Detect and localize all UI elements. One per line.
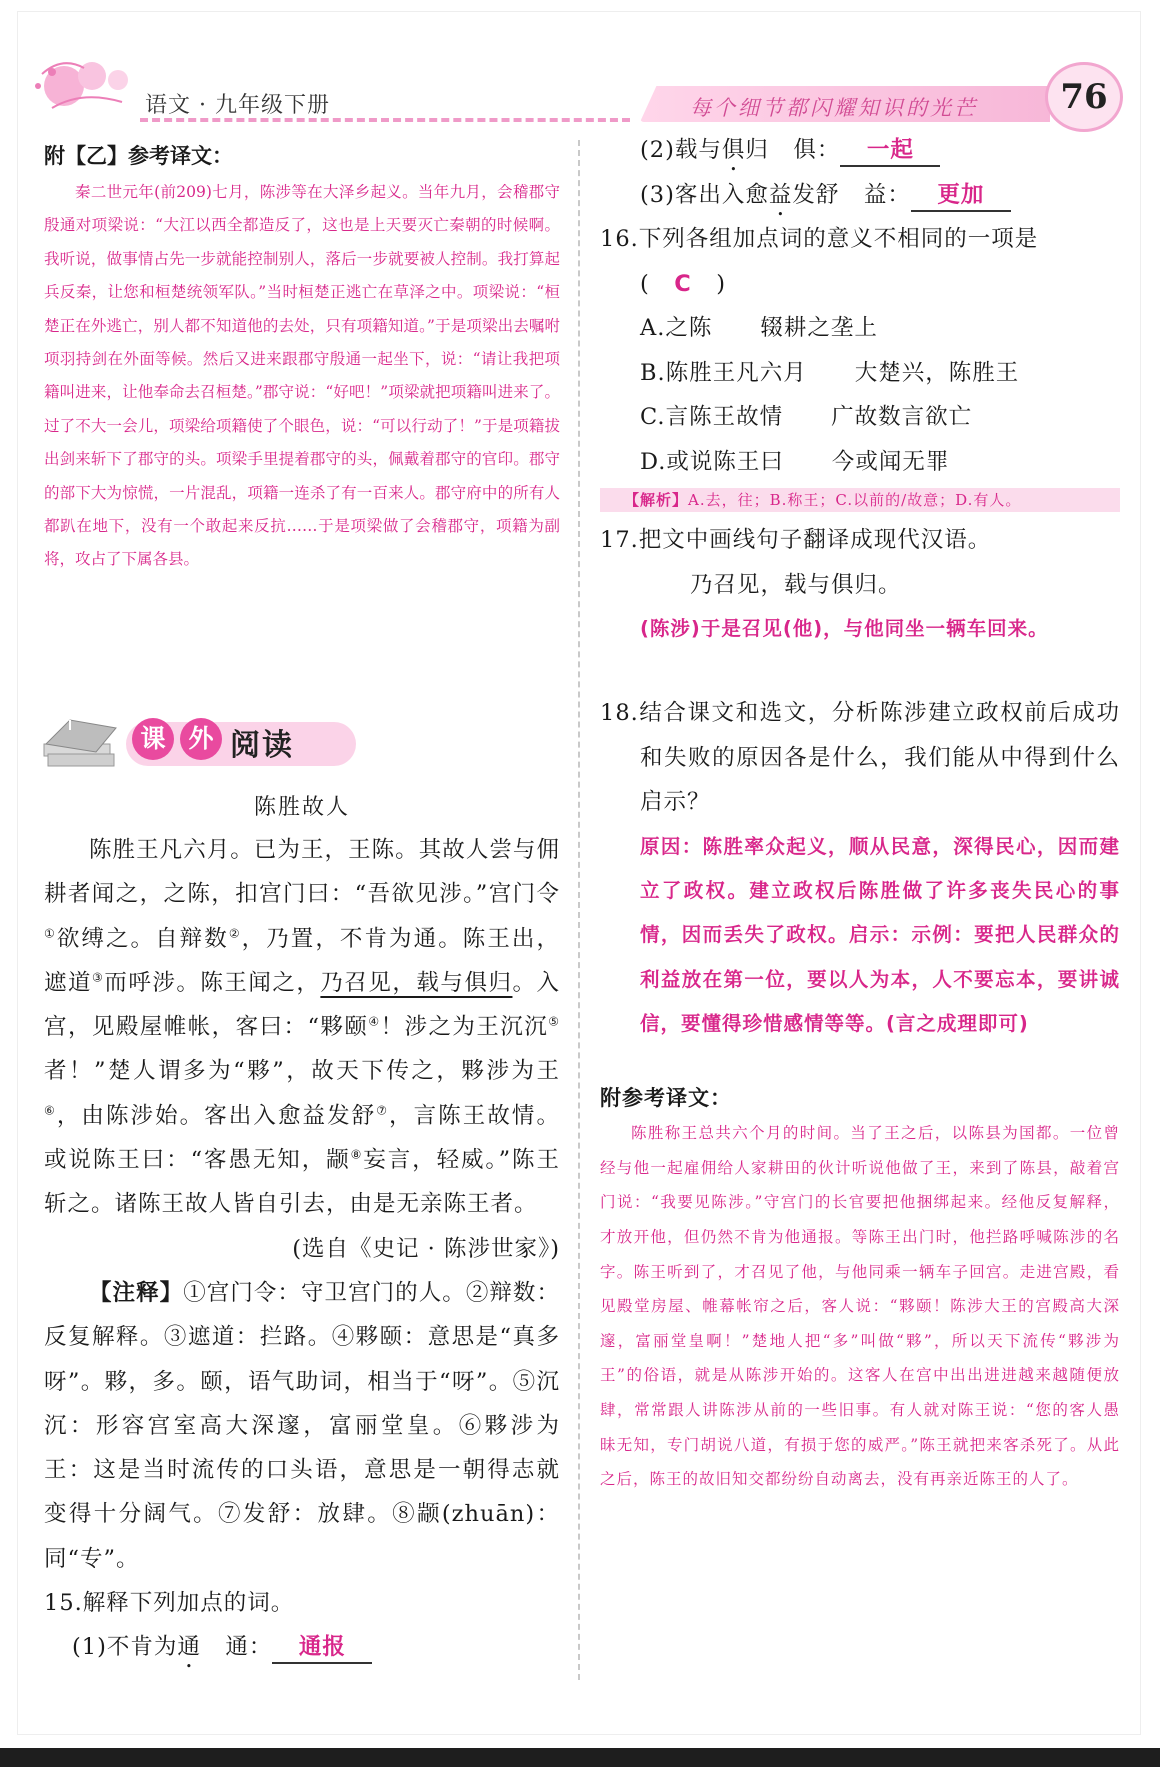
q16-bracket: ( C ) <box>640 270 727 297</box>
flower-ornament-icon <box>22 50 162 120</box>
translation-text: 秦二世元年(前209)七月，陈涉等在大泽乡起义。当年九月，会稽郡守殷通对项梁说：“大江以西全都造反了，这也是上天要灭亡秦朝的时候啊。我听说，做事情占先一步就能控制别人，落后一步就要被人控制。我打算起兵反秦，让您和桓楚统领军队。”当时桓楚正逃亡在草泽之中。项梁说：“桓楚正在外逃亡，别人都不知道他的去处，只有项籍知道。”于是项梁出去嘱咐项羽持剑在外面等候。然后又进来跟郡守殷通一起坐下，说：“请让我把项籍叫进来，让他奉命去召桓楚。”郡守说：“好吧！”项梁就把项籍叫进来了。过了不大一会儿，项梁给项籍使了个眼色，说：“可以行动了！”于是项籍拔出剑来斩下了郡守的头。项梁手里提着郡守的头，佩戴着郡守的官印。郡守的部下大为惊慌，一片混乱，项籍一连杀了有一百来人。郡守府中的所有人都趴在地下，没有一个敢起来反抗……于是项梁做了会稽郡守，项籍为副将，攻占了下属各县。 <box>44 183 560 569</box>
page-number: 76 <box>1045 62 1123 132</box>
banner-char-1: 课 <box>132 718 174 760</box>
q15-item-1: (1)不肯为通 通： 通报 <box>44 1625 560 1673</box>
notes <box>44 1271 560 1581</box>
option-b: B.陈胜王凡六月 大楚兴，陈胜王 <box>640 359 1020 386</box>
section-title: 阅读 <box>230 728 294 763</box>
story-body <box>44 828 560 1673</box>
underlined-sentence: 乃召见，载与俱归 <box>320 969 513 996</box>
question-17: 17.把文中画线句子翻译成现代汉语。 <box>600 527 992 553</box>
column-divider <box>578 140 580 1680</box>
translation-heading: 附【乙】参考译文： <box>44 143 233 168</box>
q15-item-3: (3)客出入愈益发舒 益： 更加 <box>600 173 1120 218</box>
bottom-bar <box>0 1748 1160 1767</box>
question-15: 15.解释下列加点的词。 <box>44 1590 295 1617</box>
question-18: 18.结合课文和选文，分析陈涉建立政权前后成功和失败的原因各是什么，我们能从中得到什么启示？ <box>600 700 1120 816</box>
q15-2-answer: 一起 <box>866 137 914 163</box>
ref-translation-text: 陈胜称王总共六个月的时间。当了王之后，以陈县为国都。一位曾经与他一起雇佣给人家耕田的伙计听说他做了王，来到了陈县，敲着宫门说：“我要见陈涉。”守宫门的长官要把他捆绑起来。经他反复解释，才放开他，但仍然不肯为他通报。等陈王出门时，他拦路呼喊陈涉的名字。陈王听到了，才召见了他，与他同乘一辆车子回宫。走进宫殿，看见殿堂房屋、帷幕帐帘之后，客人说：“夥颐！陈涉大王的宫殿高大深邃，富丽堂皇啊！”楚地人把“多”叫做“夥”，所以天下流传“夥涉为王”的俗语，就是从陈涉开始的。这客人在宫中出出进进越来越随便放肆，常常跟人讲陈涉从前的一些旧事。有人就对陈王说：“您的客人愚昧无知，专门胡说八道，有损于您的威严。”陈王就把来客杀死了。从此之后，陈王的故旧知交都纷纷自动离去，没有再亲近陈王的人了。 <box>600 1124 1120 1489</box>
q15-3-answer: 更加 <box>937 181 985 208</box>
left-translation <box>44 136 560 577</box>
question-16: 16.下列各组加点词的意义不相同的一项是 <box>600 226 1039 252</box>
header-motto: 每个细节都闪耀知识的光芒 <box>690 96 978 120</box>
header-divider <box>140 118 630 122</box>
notes-label: 【注释】 <box>89 1279 184 1306</box>
option-a: A.之陈 辍耕之垄上 <box>640 315 878 341</box>
banner-char-2: 外 <box>180 718 222 760</box>
option-c: C.言陈王故情 广故数言欲亡 <box>640 404 973 430</box>
q15-item-2: (2)载与俱归 俱： 一起 <box>600 128 1120 173</box>
option-d: D.或说陈王曰 今或闻无罪 <box>640 448 950 475</box>
analysis-text: A.去，往；B.称王；C.以前的/故意；D.有人。 <box>688 491 1022 509</box>
q16-answer: C <box>674 270 692 297</box>
right-column <box>600 128 1120 1497</box>
analysis-band <box>600 488 1120 512</box>
books-icon <box>40 714 120 769</box>
q15-1-answer: 通报 <box>298 1634 346 1661</box>
q17-sentence: 乃召见，载与俱归。 <box>690 571 902 598</box>
book-title: 语文 · 九年级下册 <box>145 93 330 118</box>
story-paragraph: 陈胜王凡六月。已为王，王陈。其故人尝与佣耕者闻之，之陈，扣宫门曰：“吾欲见涉。”宫门令①欲缚之。自辩数②，乃置，不肯为通。陈王出，遮道③而呼涉。陈王闻之，乃召见，载与俱归。入宫，见殿屋帷帐，客曰：“夥颐④！涉之为王沉沉⑤者！”楚人谓多为“夥”，故天下传之，夥涉为王⑥，由陈涉始。客出入愈益发舒⑦，言陈王故情。或说陈王曰：“客愚无知，颛⑧妄言，轻威。”陈王斩之。诸陈王故人皆自引去，由是无亲陈王者。 <box>44 837 560 1218</box>
ref-translation-heading: 附参考译文： <box>600 1085 732 1111</box>
story-title: 陈胜故人 <box>253 795 350 820</box>
q17-answer: (陈涉)于是召见(他)，与他同坐一辆车回来。 <box>640 617 1049 640</box>
story-source: (选自《史记 · 陈涉世家》) <box>292 1235 560 1262</box>
analysis-label: 【解析】 <box>624 491 689 509</box>
notes-text: ①宫门令：守卫宫门的人。②辩数：反复解释。③遮道：拦路。④夥颐：意思是“真多呀”。夥，多。颐，语气助词，相当于“呀”。⑤沉沉：形容宫室高大深邃，富丽堂皇。⑥夥涉为王：这是当时流传的口头语，意思是一朝得志就变得十分阔气。⑦发舒：放肆。⑧颛(zhuān)：同“专”。 <box>44 1279 560 1572</box>
section-banner <box>40 704 320 774</box>
q18-answer: 原因：陈胜率众起义，顺从民意，深得民心，因而建立了政权。建立政权后陈胜做了许多丧失民心的事情，因而丢失了政权。启示：示例：要把人民群众的利益放在第一位，要以人为本，人不要忘本，要讲诚信，要懂得珍惜感情等等。(言之成理即可) <box>640 834 1120 1035</box>
